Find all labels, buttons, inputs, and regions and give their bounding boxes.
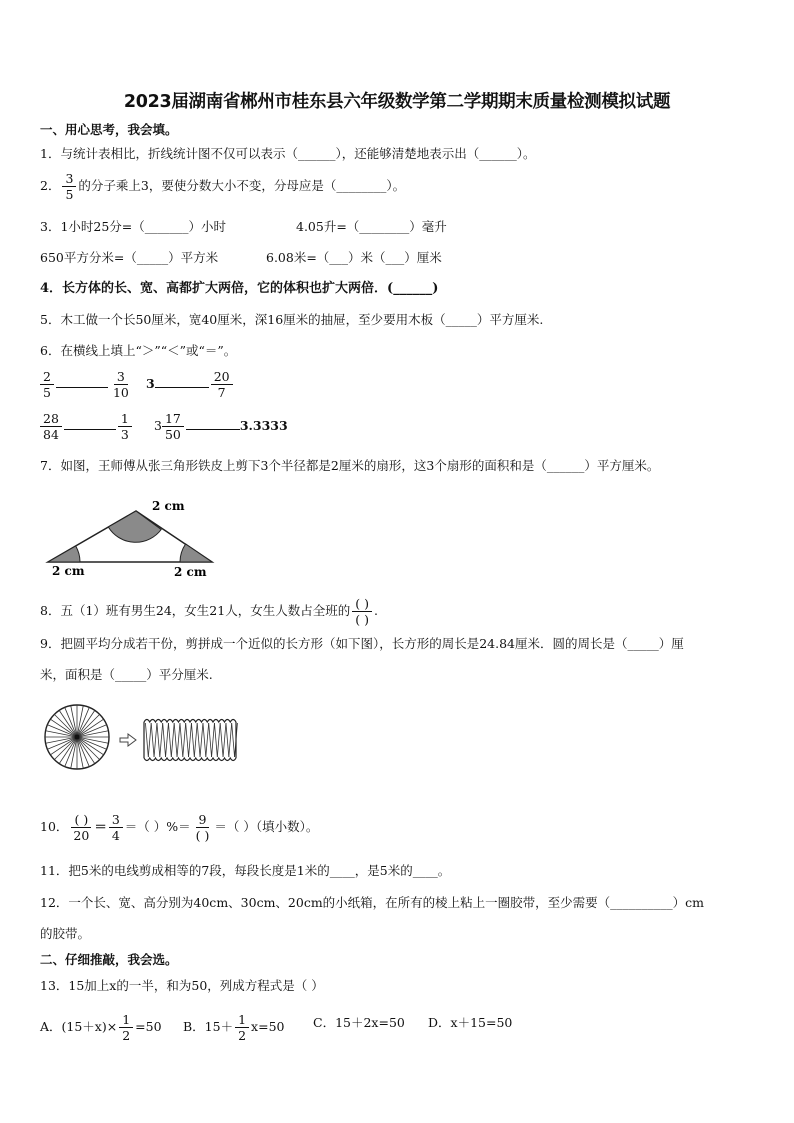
triangle-sector-figure (40, 494, 220, 580)
sector-edge (166, 723, 169, 757)
section-1-heading: 一、用心思考，我会填。 (40, 122, 178, 137)
fraction-denominator: 7 (217, 385, 226, 400)
fraction-denominator: 10 (112, 385, 129, 400)
sector-edge (200, 723, 203, 757)
left-radius-label: 2 cm (52, 564, 85, 578)
option-a-prefix: A．(15＋x)× (40, 1019, 118, 1034)
equals-sign: ＝ (94, 819, 107, 834)
question-11: 11．把5米的电线剪成相等的7段，每段长度是1米的____，是5米的____。 (40, 863, 451, 878)
fraction-denominator: 50 (164, 427, 181, 442)
sector-edge (183, 723, 186, 757)
sector-edge (229, 723, 232, 757)
question-8-text: 8．五（1）班有男生24，女生21人，女生人数占全班的 (40, 603, 351, 618)
circle-center (75, 735, 80, 740)
fraction-numerator: 28 (40, 411, 62, 427)
answer-blank[interactable] (64, 415, 116, 430)
q6-item-1 (38, 369, 134, 400)
sector-edge (151, 723, 154, 757)
sector-edge (189, 723, 192, 757)
q6-number-c: 3 (146, 376, 155, 391)
sector-edge (163, 723, 166, 757)
fraction-denominator: 5 (43, 385, 51, 400)
top-radius-label: 2 cm (152, 499, 185, 513)
q6-decimal: 3.3333 (239, 418, 288, 433)
q6-fraction-f (162, 411, 184, 442)
fraction-numerator: ( ) (71, 812, 91, 828)
question-7: 7．如图，王师傅从张三角形铁皮上剪下3个半径都是2厘米的扇形，这3个扇形的面积和是（______）平方厘米。 (40, 458, 660, 473)
q13-option-c[interactable]: C．15＋2x=50 (313, 1015, 405, 1030)
question-6: 6．在横线上填上“＞”“＜”或“＝”。 (40, 343, 237, 358)
q13-option-a[interactable] (40, 1012, 162, 1043)
sector-edge (223, 723, 226, 757)
question-2-fraction (62, 171, 76, 202)
sector-edge (203, 723, 206, 757)
fraction-denominator: 5 (65, 187, 74, 202)
fraction-denominator: 84 (43, 427, 59, 442)
question-12-line-1: 12．一个长、宽、高分别为40cm、30cm、20cm的小纸箱，在所有的棱上粘上一圈胶带，至少需要（__________）cm (40, 895, 705, 910)
fraction-denominator: 2 (238, 1028, 247, 1043)
question-3-part-c: 650平方分米=（_____）平方米 (40, 250, 219, 265)
question-2-text: 的分子乘上3，要使分数大小不变，分母应是（________）。 (78, 178, 406, 193)
q10-middle-text: ＝（ ）%＝ (124, 819, 191, 834)
rectangle-bottom-edge (144, 758, 236, 761)
option-b-fraction (235, 1012, 249, 1043)
answer-blank[interactable] (56, 373, 108, 388)
fraction-numerator: ( ) (352, 596, 372, 612)
sector-edge (168, 723, 171, 757)
sector-edge (212, 723, 215, 757)
sector-edge (177, 723, 180, 757)
question-2 (40, 171, 405, 202)
sector-edge (145, 723, 148, 757)
fraction-denominator: 2 (122, 1028, 131, 1043)
option-a-suffix: =50 (135, 1019, 162, 1034)
fraction-numerator: 3 (109, 812, 123, 828)
fraction-numerator: 3 (62, 171, 76, 187)
option-b-prefix: B．15＋ (183, 1019, 234, 1034)
sector-edge (220, 723, 223, 757)
q6-item-3 (38, 411, 134, 442)
sector-edge (226, 723, 229, 757)
q6-fraction-d (40, 411, 62, 442)
question-8-fraction (352, 596, 372, 627)
fraction-numerator: 17 (162, 411, 184, 427)
q10-fraction-3 (193, 812, 213, 843)
q10-end-text: ＝（ ）（填小数）。 (214, 819, 319, 834)
question-8-end: . (373, 603, 378, 618)
circle-to-rectangle-figure (40, 700, 260, 780)
fraction-denominator: 20 (73, 828, 90, 843)
section-2-heading: 二、仔细推敲，我会选。 (40, 952, 178, 967)
q6-fraction-e (118, 411, 132, 442)
fraction-denominator: ( ) (355, 612, 369, 627)
question-4: 4．长方体的长、宽、高都扩大两倍，它的体积也扩大两倍．(______) (40, 281, 439, 296)
q13-option-d[interactable]: D．x＋15=50 (428, 1015, 513, 1030)
q10-fraction-2 (109, 812, 123, 843)
question-9-line-1: 9．把圆平均分成若干份，剪拼成一个近似的长方形（如下图），长方形的周长是24.84厘米．圆的周长是（_____）厘 (40, 636, 684, 651)
left-sector (48, 546, 80, 562)
fraction-numerator: 3 (114, 369, 128, 385)
fraction-numerator: 9 (196, 812, 210, 828)
q10-fraction-1 (70, 812, 92, 843)
arrow-right-icon (120, 734, 136, 746)
page-title: 2023届湖南省郴州市桂东县六年级数学第二学期期末质量检测模拟试题 (123, 92, 671, 112)
fraction-numerator: 1 (235, 1012, 249, 1028)
sector-edge (232, 723, 235, 757)
sector-edge (217, 723, 220, 757)
sector-edge (209, 723, 212, 757)
sector-edge (186, 723, 189, 757)
fraction-denominator: 4 (111, 828, 120, 843)
q13-option-b[interactable] (183, 1012, 284, 1043)
answer-blank[interactable] (155, 373, 209, 388)
question-9-line-2: 米，面积是（_____）平分厘米. (40, 667, 213, 682)
divided-circle (45, 705, 109, 769)
right-sector (180, 544, 212, 562)
question-5: 5．木工做一个长50厘米，宽40厘米，深16厘米的抽屉，至少要用木板（_____）平方厘米. (40, 312, 544, 327)
sector-edge (206, 723, 209, 757)
fraction-denominator: ( ) (195, 828, 210, 843)
question-3-part-a: 3．1小时25分=（_______）小时 (40, 219, 227, 234)
q6-item-4 (154, 411, 288, 442)
fraction-numerator: 20 (211, 369, 233, 385)
q6-fraction-a (40, 369, 54, 400)
option-b-suffix: x=50 (251, 1019, 285, 1034)
question-12-line-2: 的胶带。 (40, 926, 91, 941)
sector-edge (154, 723, 157, 757)
rectangle-top-edge (144, 720, 236, 723)
question-13: 13．15加上x的一半，和为50，列成方程式是（ ） (40, 978, 324, 993)
sector-edge (171, 723, 174, 757)
sector-edge (197, 723, 200, 757)
fraction-numerator: 1 (118, 411, 132, 427)
question-3-part-b: 4.05升=（________）毫升 (296, 219, 447, 234)
fraction-numerator: 2 (40, 369, 54, 385)
question-1: 1．与统计表相比，折线统计图不仅可以表示（______），还能够清楚地表示出（______）。 (40, 146, 536, 161)
option-a-fraction (119, 1012, 133, 1043)
question-8 (40, 596, 378, 627)
sector-edge (180, 723, 183, 757)
approximate-rectangle (144, 720, 237, 761)
fraction-denominator: 3 (120, 427, 129, 442)
mixed-number-whole: 3 (154, 418, 162, 433)
fraction-numerator: 1 (119, 1012, 133, 1028)
q6-fraction-b (110, 369, 132, 400)
question-2-number: 2． (40, 178, 61, 193)
sector-edge (191, 723, 194, 757)
question-10 (40, 812, 318, 843)
sector-edge (160, 723, 163, 757)
question-3-part-d: 6.08米=（___）米（___）厘米 (266, 250, 442, 265)
answer-blank[interactable] (186, 415, 240, 430)
sector-edge (174, 723, 177, 757)
sector-edge (148, 723, 151, 757)
sector-edge (194, 723, 197, 757)
q6-fraction-c (211, 369, 233, 400)
q6-item-2 (146, 369, 235, 400)
question-10-number: 10． (40, 819, 69, 834)
sector-edge (214, 723, 217, 757)
right-radius-label: 2 cm (174, 565, 207, 579)
sector-edge (157, 723, 160, 757)
